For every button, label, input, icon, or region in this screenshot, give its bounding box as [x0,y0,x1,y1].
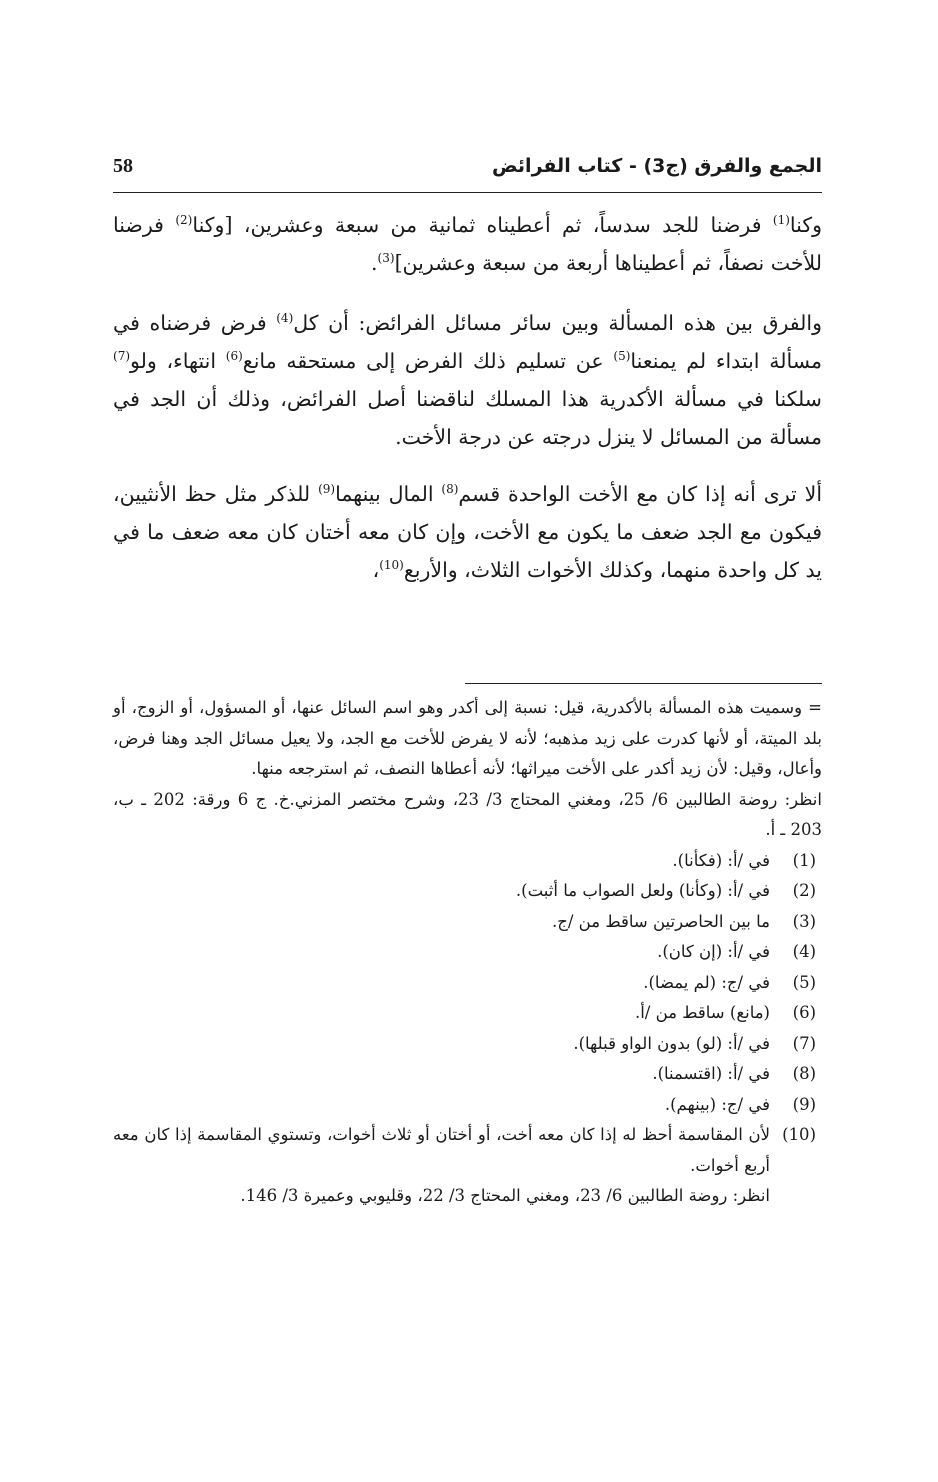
page-header [113,155,822,189]
footnote-item [113,937,822,968]
footnote-text: في /ج: (بينهم). [664,1094,770,1114]
text-run: فرض فرضناه في مسألة ابتداء لم يمنعنا [113,311,822,373]
text-run: سلكنا في مسألة الأكدرية هذا المسلك لناقضنا أصل الفرائض، وذلك أن الجد في مسألة من المسائل لا ينزل درجته عن درجة الأخت. [113,387,822,449]
footnote-text: (مانع) ساقط من /أ. [634,1003,770,1022]
paragraph-1 [113,206,822,282]
footnote-ref-3[interactable]: (3) [377,251,395,265]
footnote-text: في /ج: (لم يمضا). [643,972,770,992]
footnote-item [113,846,822,877]
footnote-number: (5) [792,972,816,992]
footnote-text: ما بين الحاصرتين ساقط من /ج. [551,911,770,931]
footnote-item [113,1090,822,1121]
footnote-item [113,907,822,938]
footnote-item [113,876,822,907]
footnote-number: (6) [792,1003,816,1022]
paragraph-2 [113,304,822,456]
footnote-text: في /أ: (وكأنا) ولعل الصواب ما أثبت). [515,881,770,900]
footnote-number: (4) [792,942,816,961]
footnote-text: في /أ: (اقتسمنا). [652,1064,770,1083]
footnote-number: (2) [792,881,816,900]
main-text [113,206,822,608]
text-run: للذكر مثل حظ الأنثيين، فيكون مع الجد ضعف ما يكون مع الأخت، وإن كان معه أختان كان معه ضعف ما في يد كل واحدة منهما، وكذلك الأخوات الثلاث، والأربع [113,482,822,582]
footnote-number: (9) [792,1094,816,1114]
footnote-ref-6[interactable]: (6) [225,349,243,363]
page-number: 58 [113,155,133,177]
footnote-continuation-source: انظر: روضة الطالبين 6/ 25، ومغني المحتاج 3/ 23، وشرح مختصر المزني.خ. ج 6 ورقة: 202 ـ ب، 203 ـ أ. [113,789,822,839]
paragraph-3 [113,475,822,589]
running-title: الجمع والفرق (ج3) - كتاب الفرائض [492,155,822,177]
footnote-ref-10[interactable]: (10) [379,558,404,572]
footnote-divider [465,683,822,684]
footnote-item [113,968,822,999]
text-run: وكنا [789,213,822,237]
footnote-item [113,1120,822,1181]
footnote-item [113,998,822,1029]
footnote-continuation: = وسميت هذه المسألة بالأكدرية، قيل: نسبة إلى أكدر وهو اسم السائل عنها، أو المسؤول، أو الزوج، أو بلد الميتة، أو لأنها كدرت على زيد مذهبه؛ لأنه لا يفرض للأخت مع الجد، ولا يعيل مسائل الجد وهنا فرض، وأعال، وقيل: لأن زيد أكدر على الأخت ميراثها؛ لأنه أعطاها النصف، ثم استرجعه منها. [113,698,822,778]
footnote-ref-2[interactable]: (2) [175,213,193,227]
footnote-number: (10) [782,1125,816,1144]
text-run: ألا ترى أنه إذا كان مع الأخت الواحدة قسم [458,482,823,506]
text-run: ، [372,558,380,582]
footnote-number: (1) [792,850,816,870]
footnote-ref-7[interactable]: (7) [113,349,131,363]
footnote-item [113,1029,822,1060]
text-run: فرضنا للجد سدساً، ثم أعطيناه ثمانية من سبعة وعشرين، [وكنا [192,213,773,237]
footnotes [113,693,822,1212]
text-run: والفرق بين هذه المسألة وبين سائر مسائل الفرائض: أن كل [293,311,822,335]
footnote-text: في /أ: (لو) بدون الواو قبلها). [573,1033,770,1053]
footnote-text: في /أ: (إن كان). [657,942,770,961]
footnote-number: (8) [792,1064,816,1083]
footnote-source: انظر: روضة الطالبين 6/ 23، ومغني المحتاج 3/ 22، وقليوبي وعميرة 3/ 146. [240,1186,770,1205]
text-run: . [371,251,378,275]
header-divider [113,192,822,193]
text-run: انتهاء، ولو [130,349,226,373]
footnote-ref-8[interactable]: (8) [441,482,459,496]
footnote-ref-5[interactable]: (5) [613,349,631,363]
footnote-number: (7) [792,1033,816,1053]
footnote-text: لأن المقاسمة أحظ له إذا كان معه أخت، أو أختان أو ثلاث أخوات، وتستوي المقاسمة إذا كان معه أربع أخوات. [113,1125,770,1175]
footnote-ref-4[interactable]: (4) [276,311,294,325]
footnote-ref-9[interactable]: (9) [318,482,336,496]
footnote-ref-1[interactable]: (1) [772,213,790,227]
text-run: عن تسليم ذلك الفرض إلى مستحقه مانع [242,349,614,373]
footnote-number: (3) [792,911,816,931]
footnote-text: في /أ: (فكأنا). [672,850,770,870]
text-run: فرضنا للأخت نصفاً، ثم أعطيناها أربعة من سبعة وعشرين] [113,213,822,275]
text-run: المال بينهما [335,482,442,506]
footnote-item [113,1059,822,1090]
